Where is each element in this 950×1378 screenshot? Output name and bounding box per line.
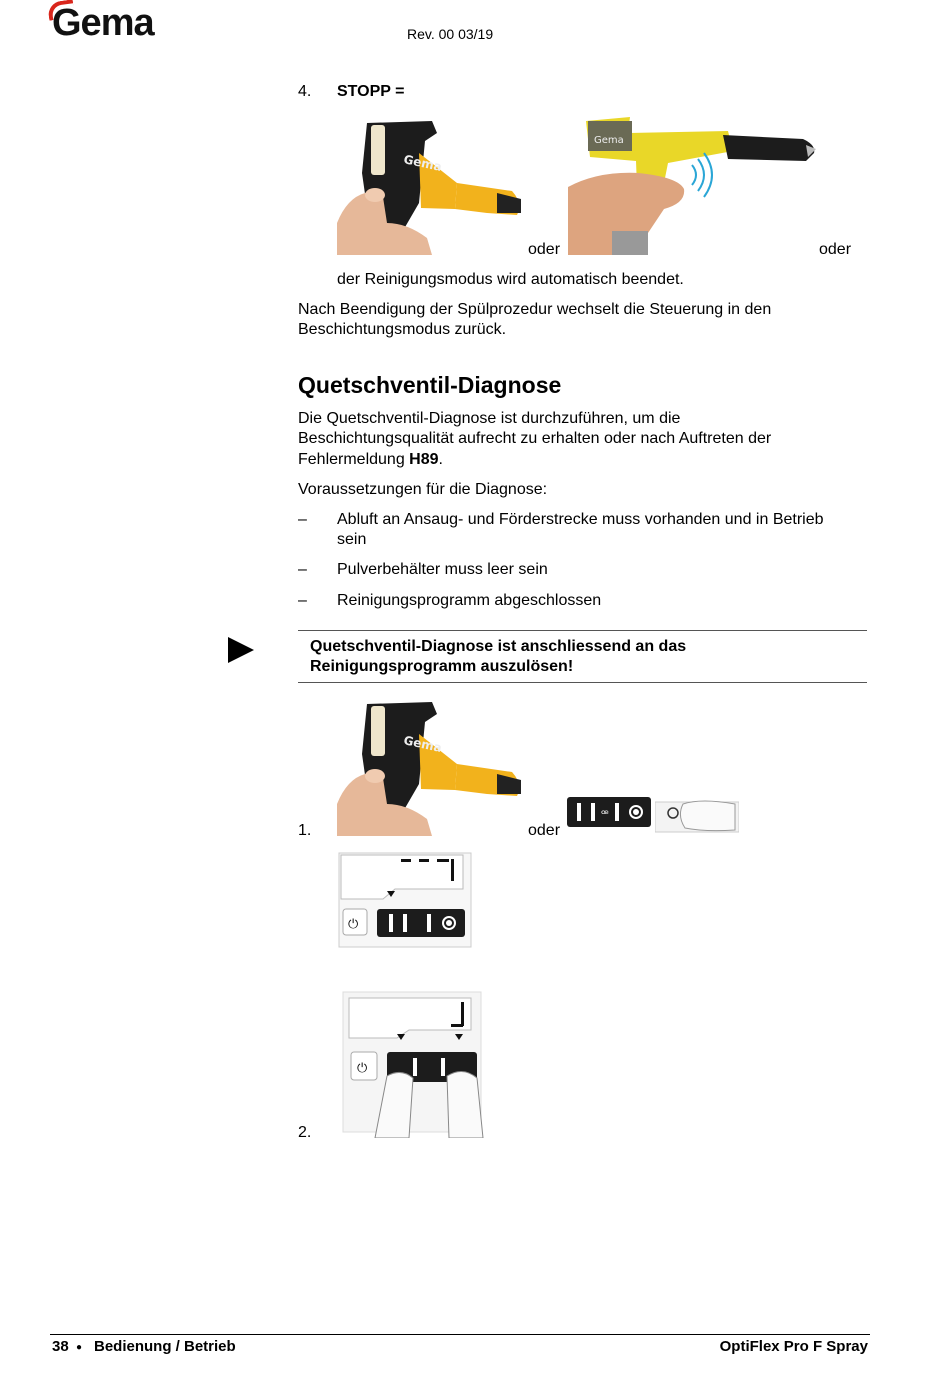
display-panel-two-finger-image bbox=[339, 990, 487, 1138]
step-1-or-label: oder bbox=[528, 822, 561, 839]
footer-rule bbox=[50, 1334, 870, 1335]
note-bottom-rule bbox=[298, 682, 867, 683]
footer-section: Bedienung / Betrieb bbox=[94, 1338, 236, 1355]
bullet-3-text: Reinigungsprogramm abgeschlossen bbox=[337, 592, 602, 609]
svg-text:Gema: Gema bbox=[402, 733, 444, 755]
error-code: H89 bbox=[409, 451, 439, 468]
spray-gun-hand-image bbox=[568, 113, 818, 255]
svg-text:Gema: Gema bbox=[402, 152, 444, 174]
spray-gun-button-image-2 bbox=[337, 694, 523, 836]
step-1-number: 1. bbox=[298, 822, 312, 839]
intro-line-2: Beschichtungsqualität aufrecht zu erhalten oder nach Auftreten der bbox=[298, 430, 772, 447]
note-line-2: Reinigungsprogramm auszulösen! bbox=[310, 658, 574, 675]
step-4-label: STOPP = bbox=[337, 83, 405, 100]
intro-line-1: Die Quetschventil-Diagnose ist durchzuführen, um die bbox=[298, 410, 681, 427]
step-4-number: 4. bbox=[298, 83, 312, 100]
note-top-rule bbox=[298, 630, 867, 631]
paragraph-1-line-1: Nach Beendigung der Spülprozedur wechselt die Steuerung in den bbox=[298, 301, 772, 318]
note-line-1: Quetschventil-Diagnose ist anschliessend an das bbox=[310, 638, 687, 655]
gema-logo: Gema bbox=[52, 2, 154, 44]
revision-label: Rev. 00 03/19 bbox=[407, 26, 494, 42]
bullet-1-line-1: Abluft an Ansaug- und Förderstrecke muss vorhanden und in Betrieb bbox=[337, 511, 824, 528]
svg-text:⏻: ⏻ bbox=[357, 1061, 368, 1076]
svg-text:⏻: ⏻ bbox=[348, 917, 359, 932]
page-number: 38 bbox=[52, 1338, 69, 1355]
remote-button-press-image bbox=[655, 800, 739, 836]
bullet-1-line-2: sein bbox=[337, 531, 367, 548]
intro-line-3-text: Fehlermeldung bbox=[298, 451, 410, 468]
footer-bullet: ● bbox=[76, 1342, 83, 1353]
bullet-dash-3: – bbox=[298, 592, 307, 609]
paragraph-1-line-2: Beschichtungsmodus zurück. bbox=[298, 321, 507, 338]
control-keypad-image bbox=[567, 797, 651, 827]
section-title: Quetschventil-Diagnose bbox=[298, 372, 562, 398]
or-label-2: oder bbox=[819, 241, 852, 258]
svg-text:ꟹ: ꟹ bbox=[601, 807, 609, 821]
display-panel-image-1 bbox=[337, 851, 475, 951]
bullet-dash-2: – bbox=[298, 561, 307, 578]
bullet-dash-1: – bbox=[298, 511, 307, 528]
footer-product: OptiFlex Pro F Spray bbox=[719, 1338, 868, 1355]
bullet-2-text: Pulverbehälter muss leer sein bbox=[337, 561, 548, 578]
spray-gun-button-image bbox=[337, 113, 523, 255]
note-arrow-icon bbox=[228, 637, 254, 663]
prereq-heading: Voraussetzungen für die Diagnose: bbox=[298, 481, 548, 498]
svg-text:Gema: Gema bbox=[594, 135, 624, 146]
step-2-number: 2. bbox=[298, 1124, 312, 1141]
or-label-1: oder bbox=[528, 241, 561, 258]
intro-line-3 bbox=[298, 450, 443, 470]
intro-line-3-end: . bbox=[438, 451, 443, 468]
cleaning-mode-sentence: der Reinigungsmodus wird automatisch beendet. bbox=[337, 271, 684, 288]
